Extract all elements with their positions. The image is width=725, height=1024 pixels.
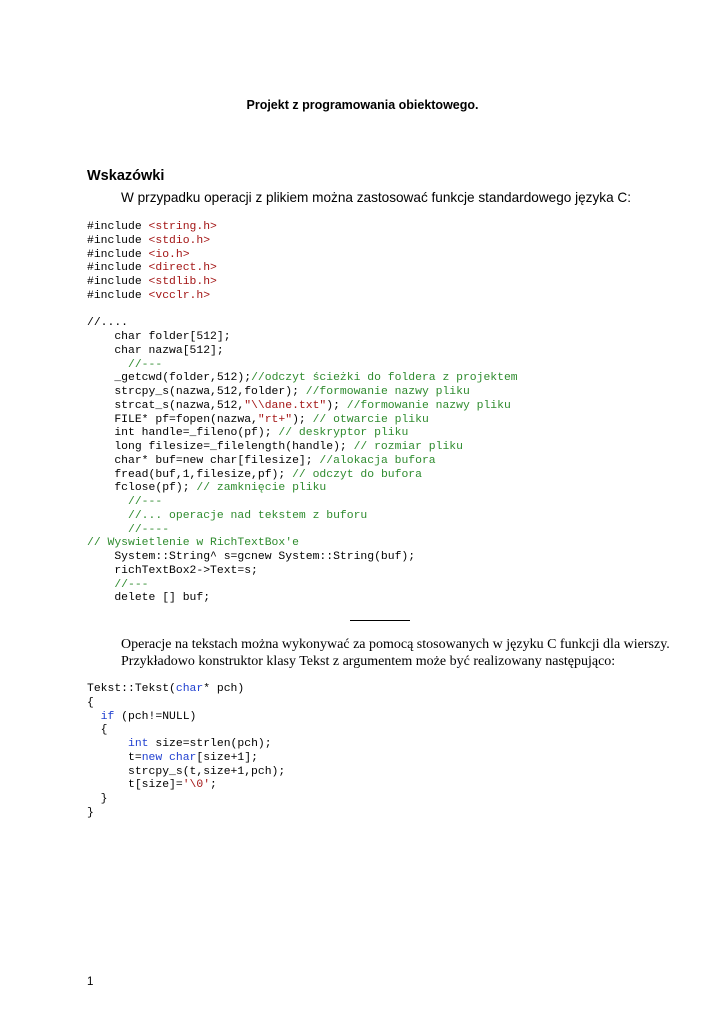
code-token: "rt+" [257,413,293,426]
code-token: #include [87,276,149,288]
code-line [87,565,518,579]
code-line [87,524,518,538]
separator-line [350,620,410,621]
code-line [87,235,518,249]
code-line [87,482,518,496]
code-token: { [87,724,108,737]
code-line [87,290,518,304]
paragraph-line: Operacje na tekstach można wykonywać za pomocą stosowanych w języku C funkcji dla wierszy. [121,637,670,652]
code-token: <stdio.h> [148,234,211,247]
code-line [87,752,285,766]
code-line [87,249,518,263]
code-token: new [141,751,163,764]
code-token: // rozmiar pliku [353,441,463,453]
code-token: * pch) [203,683,245,695]
code-line [87,779,285,793]
code-token: { [87,696,94,709]
code-line [87,766,285,780]
code-token: char [169,751,197,764]
code-token: ); [326,399,347,412]
code-token: strcpy_s(nazwa,512,folder); [87,386,306,398]
code-token: t[size]= [87,779,183,792]
code-token: <vcclr.h> [148,289,211,302]
code-line [87,579,518,593]
code-line [87,304,518,318]
code-line [87,262,518,276]
code-token: //--- [128,358,163,371]
code-token: #include [87,221,149,233]
code-line [87,551,518,565]
code-token: delete [] buf; [87,592,211,605]
code-token: Tekst::Tekst( [87,683,176,695]
code-token: // Wyswietlenie w RichTextBox'e [87,537,299,550]
code-token [87,524,128,536]
code-line [87,345,518,359]
code-token: // otwarcie pliku [312,413,429,426]
code-line [87,724,285,738]
code-token [87,579,114,591]
section-heading: Wskazówki [87,168,165,184]
code-token: fread(buf,1,filesize,pf); [87,468,293,481]
code-token: [size+1]; [196,751,258,764]
code-token: <string.h> [148,221,217,233]
code-token: '\0' [182,779,211,792]
code-token [87,738,128,750]
code-token: (pch!=NULL) [114,710,197,723]
code-token: //--- [128,496,163,508]
paragraph-line: Przykładowo konstruktor klasy Tekst z argumentem może być realizowany następująco: [121,654,616,669]
code-token: long filesize=_filelength(handle); [87,441,354,453]
code-token: ); [292,413,313,426]
code-line [87,317,518,331]
code-token: // zamknięcie pliku [196,482,327,495]
code-token: //--- [114,578,149,591]
code-token: System::String^ s=gcnew System::String(buf); [87,551,416,563]
code-token: fclose(pf); [87,482,197,495]
code-line [87,441,518,455]
code-token: //... operacje nad tekstem z buforu [128,509,368,522]
code-line [87,510,518,524]
code-line [87,793,285,807]
code-token: // odczyt do bufora [292,468,422,481]
code-token: strcat_s(nazwa,512, [87,399,245,412]
code-line [87,469,518,483]
code-token: char* buf=new char[filesize]; [87,454,320,467]
code-block-constructor [87,683,285,821]
code-token: FILE* pf=fopen(nazwa, [87,413,258,426]
page-number: 1 [87,976,94,988]
code-token: ; [210,779,217,792]
code-line [87,537,518,551]
code-line [87,455,518,469]
code-token: <stdlib.h> [148,276,217,288]
code-line [87,427,518,441]
code-token: richTextBox2->Text=s; [87,564,258,577]
code-token: //formowanie nazwy pliku [346,399,511,412]
code-token: "\\dane.txt" [244,399,327,412]
code-block-file-io [87,221,518,606]
code-token: #include [87,289,149,302]
code-token: #include [87,262,149,275]
code-token [87,359,128,371]
code-token: char nazwa[512]; [87,344,224,357]
code-token: <direct.h> [148,262,217,275]
code-token: //alokacja bufora [319,454,436,467]
code-token [87,711,101,723]
code-token: size=strlen(pch); [148,738,272,750]
code-line [87,331,518,345]
code-line [87,386,518,400]
code-token: #include [87,234,149,247]
code-token: int handle=_fileno(pf); [87,427,279,440]
code-token: // deskryptor pliku [278,427,409,440]
code-line [87,221,518,235]
code-token: <io.h> [148,248,190,261]
code-line [87,683,285,697]
code-line [87,372,518,386]
paragraph-text [121,636,670,670]
code-token: } [87,793,108,805]
code-token: #include [87,248,149,261]
document-title: Projekt z programowania obiektowego. [246,98,479,112]
code-line [87,359,518,373]
code-token: //odczyt ścieżki do foldera z projektem [251,372,518,385]
code-token: int [128,738,149,750]
code-line [87,400,518,414]
code-token: //---- [128,523,170,536]
code-token: if [100,710,115,723]
code-line [87,807,285,821]
code-token: strcpy_s(t,size+1,pch); [87,765,286,778]
intro-text: W przypadku operacji z plikiem można zastosować funkcje standardowego języka C: [121,190,631,205]
code-line [87,496,518,510]
code-token [87,510,128,522]
code-token: } [87,806,94,819]
code-token [87,496,128,508]
code-token: char folder[512]; [87,331,231,343]
code-line [87,738,285,752]
code-line [87,711,285,725]
code-line [87,592,518,606]
code-token: //.... [87,317,129,330]
code-line [87,697,285,711]
code-token: char [175,683,204,695]
code-token: t= [87,751,142,764]
code-token: //formowanie nazwy pliku [305,386,470,398]
code-line [87,276,518,290]
code-token: _getcwd(folder,512); [87,372,252,385]
code-line [87,414,518,428]
